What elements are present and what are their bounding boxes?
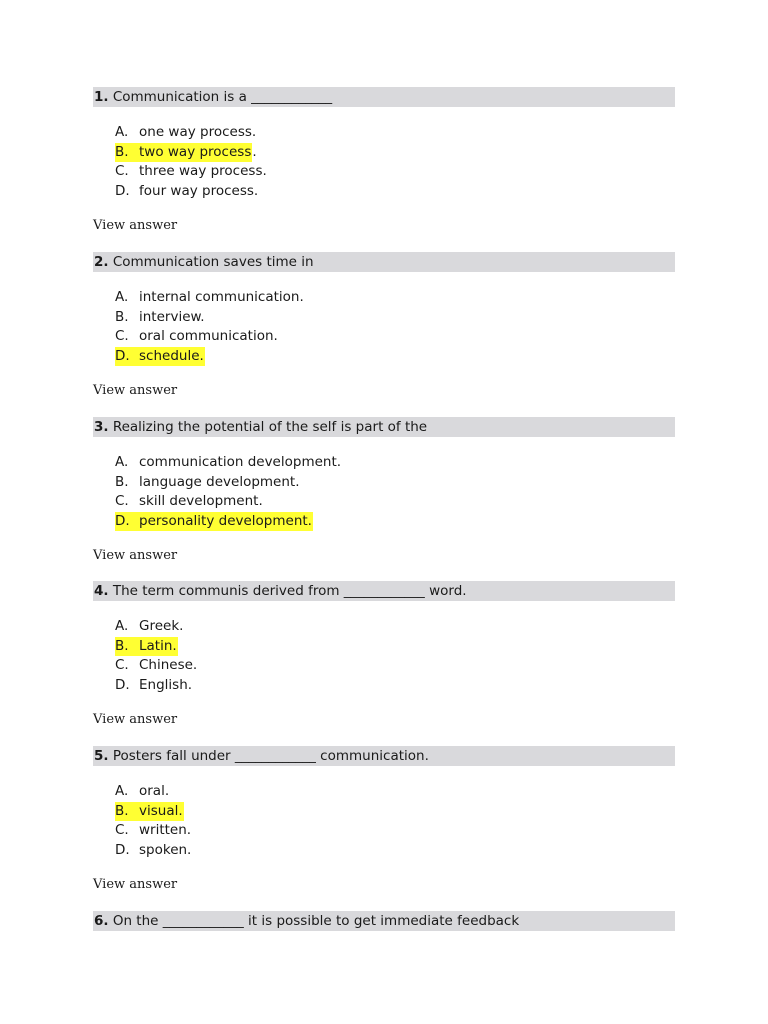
question-number: 6. bbox=[94, 913, 109, 929]
option-list bbox=[115, 453, 342, 531]
option-content bbox=[115, 308, 206, 328]
option-text: English. bbox=[139, 676, 193, 693]
option-text: interview. bbox=[139, 308, 205, 325]
question-block bbox=[93, 252, 675, 398]
question-text: The term communis derived from ____________ word. bbox=[108, 583, 467, 599]
option-list bbox=[115, 617, 198, 695]
option-letter: C. bbox=[115, 822, 129, 838]
question-text: Communication is a ____________ bbox=[108, 89, 333, 105]
option-letter: B. bbox=[115, 308, 129, 325]
question-title bbox=[93, 252, 675, 272]
answer-option bbox=[115, 162, 268, 182]
option-text: written. bbox=[139, 822, 192, 838]
question-title bbox=[93, 87, 675, 107]
correct-answer-highlight bbox=[115, 512, 313, 532]
question-block bbox=[93, 87, 675, 233]
option-content bbox=[115, 162, 268, 182]
option-letter: A. bbox=[115, 454, 129, 470]
answer-option bbox=[115, 821, 192, 841]
question-text: Communication saves time in bbox=[108, 254, 314, 270]
option-text: visual. bbox=[139, 802, 183, 819]
option-list bbox=[115, 782, 192, 860]
option-content bbox=[115, 841, 192, 861]
option-text: Chinese. bbox=[139, 657, 198, 673]
option-letter: A. bbox=[115, 124, 129, 140]
option-text: one way process. bbox=[139, 124, 257, 140]
question-block bbox=[93, 746, 675, 892]
option-content bbox=[115, 821, 192, 841]
question-title bbox=[93, 911, 675, 931]
option-text: three way process. bbox=[139, 163, 267, 179]
option-text: personality development. bbox=[139, 512, 312, 529]
question-block bbox=[93, 911, 675, 931]
option-text: Greek. bbox=[139, 618, 184, 634]
option-text: skill development. bbox=[139, 493, 263, 509]
option-letter: A. bbox=[115, 618, 129, 634]
question-number: 1. bbox=[94, 89, 109, 105]
answer-option bbox=[115, 308, 305, 328]
question-title bbox=[93, 581, 675, 601]
view-answer-link[interactable]: View answer bbox=[93, 877, 178, 892]
option-text: oral. bbox=[139, 783, 170, 799]
option-text: spoken. bbox=[139, 841, 192, 858]
question-text: On the ____________ it is possible to get immediate feedback bbox=[108, 913, 520, 929]
answer-option bbox=[115, 182, 268, 202]
option-letter: B. bbox=[115, 143, 129, 160]
answer-option bbox=[115, 512, 342, 532]
answer-option bbox=[115, 473, 342, 493]
option-letter: C. bbox=[115, 163, 129, 179]
question-block bbox=[93, 417, 675, 563]
option-list bbox=[115, 288, 305, 366]
correct-answer-highlight bbox=[115, 347, 205, 367]
option-suffix: . bbox=[252, 143, 257, 160]
answer-option bbox=[115, 637, 198, 657]
option-letter: D. bbox=[115, 676, 130, 693]
answer-option bbox=[115, 453, 342, 473]
answer-option bbox=[115, 288, 305, 308]
answer-option bbox=[115, 347, 305, 367]
option-content bbox=[115, 182, 259, 202]
option-content bbox=[115, 473, 301, 493]
option-text: four way process. bbox=[139, 182, 259, 199]
question-title bbox=[93, 746, 675, 766]
view-answer-link[interactable]: View answer bbox=[93, 548, 178, 563]
option-text: internal communication. bbox=[139, 289, 304, 305]
question-number: 3. bbox=[94, 419, 109, 435]
option-text: two way process bbox=[139, 143, 252, 160]
option-content bbox=[115, 123, 257, 143]
option-letter: C. bbox=[115, 493, 129, 509]
option-letter: D. bbox=[115, 347, 130, 364]
correct-answer-highlight bbox=[115, 802, 184, 822]
option-content bbox=[115, 288, 305, 308]
option-text: oral communication. bbox=[139, 328, 278, 344]
answer-option bbox=[115, 656, 198, 676]
answer-option bbox=[115, 617, 198, 637]
question-number: 4. bbox=[94, 583, 109, 599]
option-letter: D. bbox=[115, 182, 130, 199]
answer-option bbox=[115, 123, 268, 143]
option-letter: A. bbox=[115, 289, 129, 305]
option-letter: A. bbox=[115, 783, 129, 799]
option-letter: B. bbox=[115, 802, 129, 819]
view-answer-link[interactable]: View answer bbox=[93, 383, 178, 398]
option-content bbox=[115, 676, 193, 696]
option-letter: D. bbox=[115, 512, 130, 529]
answer-option bbox=[115, 327, 305, 347]
view-answer-link[interactable]: View answer bbox=[93, 712, 178, 727]
question-text: Posters fall under ____________ communication. bbox=[108, 748, 429, 764]
correct-answer-highlight bbox=[115, 637, 178, 657]
option-text: communication development. bbox=[139, 454, 342, 470]
option-text: language development. bbox=[139, 473, 300, 490]
option-content bbox=[115, 782, 170, 802]
answer-option bbox=[115, 143, 268, 163]
answer-option bbox=[115, 841, 192, 861]
option-text: schedule. bbox=[139, 347, 204, 364]
view-answer-link[interactable]: View answer bbox=[93, 218, 178, 233]
option-content bbox=[115, 327, 279, 347]
answer-option bbox=[115, 802, 192, 822]
option-content bbox=[115, 656, 198, 676]
option-letter: D. bbox=[115, 841, 130, 858]
option-letter: C. bbox=[115, 657, 129, 673]
option-content bbox=[115, 453, 342, 473]
option-letter: C. bbox=[115, 328, 129, 344]
question-number: 2. bbox=[94, 254, 109, 270]
option-letter: B. bbox=[115, 637, 129, 654]
question-title bbox=[93, 417, 675, 437]
question-text: Realizing the potential of the self is part of the bbox=[108, 419, 428, 435]
option-content bbox=[115, 617, 184, 637]
option-list bbox=[115, 123, 268, 201]
option-text: Latin. bbox=[139, 637, 177, 654]
answer-option bbox=[115, 492, 342, 512]
answer-option bbox=[115, 782, 192, 802]
answer-option bbox=[115, 676, 198, 696]
question-number: 5. bbox=[94, 748, 109, 764]
correct-answer-highlight bbox=[115, 143, 252, 163]
question-block bbox=[93, 581, 675, 727]
option-content bbox=[115, 492, 264, 512]
option-letter: B. bbox=[115, 473, 129, 490]
